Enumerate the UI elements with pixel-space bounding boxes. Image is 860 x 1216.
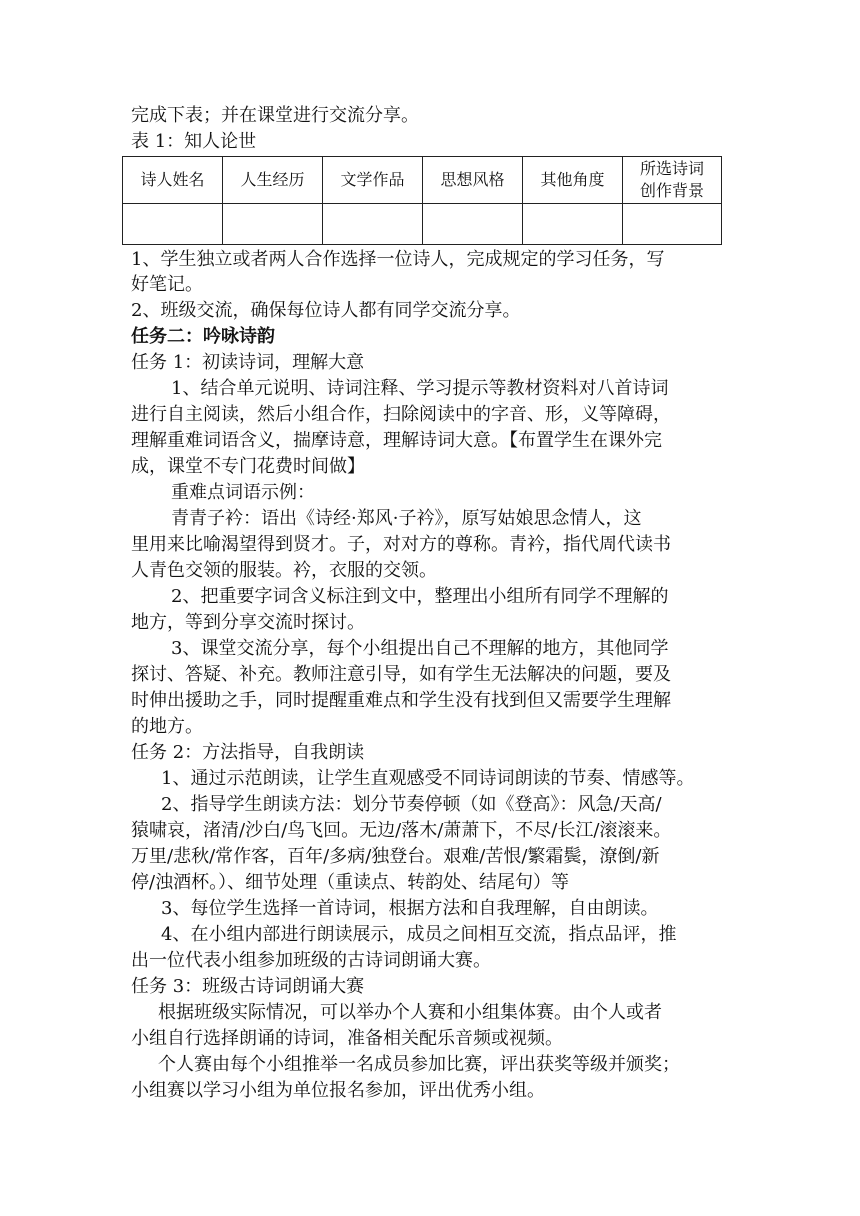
paragraph-line: 里用来比喻渴望得到贤才。子，对对方的尊称。青衿，指代周代读书 [131, 534, 671, 555]
paragraph-line: 2、把重要字词含义标注到文中，整理出小组所有同学不理解的 [171, 586, 669, 607]
table-header-cell: 思想风格 [423, 157, 523, 204]
paragraph-line: 2、班级交流，确保每位诗人都有同学交流分享。 [131, 300, 521, 321]
paragraph-line: 万里/悲秋/常作客，百年/多病/独登台。艰难/苦恨/繁霜鬓，潦倒/新 [131, 846, 660, 867]
task-heading: 任务 3：班级古诗词朗诵大赛 [131, 976, 365, 997]
table-row [123, 204, 722, 245]
paragraph-line: 1、通过示范朗读，让学生直观感受不同诗词朗读的节奏、情感等。 [161, 768, 695, 789]
paragraph-line: 1、结合单元说明、诗词注释、学习提示等教材资料对八首诗词 [171, 378, 669, 399]
paragraph-line: 重难点词语示例： [171, 482, 315, 503]
paragraph-line: 1、学生独立或者两人合作选择一位诗人，完成规定的学习任务，写 [131, 249, 665, 270]
intro-text: 完成下表；并在课堂进行交流分享。 [131, 105, 419, 126]
paragraph-line: 进行自主阅读，然后小组合作，扫除阅读中的字音、形，义等障碍， [131, 404, 671, 425]
table-header-cell: 诗人姓名 [123, 157, 223, 204]
paragraph-line: 地方，等到分享交流时探讨。 [131, 612, 365, 633]
table-cell [223, 204, 323, 245]
task-heading: 任务 1：初读诗词，理解大意 [131, 352, 365, 373]
paragraph-line: 猿啸哀，渚清/沙白/鸟飞回。无边/落木/萧萧下，不尽/长江/滚滚来。 [131, 820, 672, 841]
paragraph-line: 的地方。 [131, 716, 203, 737]
table-header-cell: 所选诗词 创作背景 [623, 157, 722, 204]
paragraph-line: 2、指导学生朗读方法：划分节奏停顿（如《登高》：风急/天高/ [161, 794, 662, 815]
table-caption: 表 1：知人论世 [131, 131, 257, 152]
table-header-cell: 人生经历 [223, 157, 323, 204]
paragraph-line: 成，课堂不专门花费时间做】 [131, 456, 365, 477]
paragraph-line: 根据班级实际情况，可以举办个人赛和小组集体赛。由个人或者 [158, 1002, 662, 1023]
known-people-table [122, 156, 722, 245]
paragraph-line: 小组赛以学习小组为单位报名参加，评出优秀小组。 [131, 1080, 545, 1101]
paragraph-line: 出一位代表小组参加班级的古诗词朗诵大赛。 [131, 950, 491, 971]
section-heading: 任务二：吟咏诗韵 [131, 326, 275, 347]
paragraph-line: 理解重难词语含义，揣摩诗意，理解诗词大意。【布置学生在课外完 [131, 430, 662, 451]
paragraph-line: 人青色交领的服装。衿，衣服的交领。 [131, 560, 437, 581]
table-cell [623, 204, 722, 245]
table-cell [123, 204, 223, 245]
paragraph-line: 探讨、答疑、补充。教师注意引导，如有学生无法解决的问题，要及 [131, 664, 671, 685]
paragraph-line: 青青子衿：语出《诗经·郑风·子衿》，原写姑娘思念情人，这 [171, 508, 642, 529]
table-header-cell: 其他角度 [523, 157, 623, 204]
paragraph-line: 3、每位学生选择一首诗词，根据方法和自我理解，自由朗读。 [161, 898, 659, 919]
table-cell [523, 204, 623, 245]
table-header-row [123, 157, 722, 204]
paragraph-line: 4、在小组内部进行朗读展示，成员之间相互交流，指点品评，推 [161, 924, 677, 945]
paragraph-line: 个人赛由每个小组推举一名成员参加比赛，评出获奖等级并颁奖； [158, 1054, 680, 1075]
task-heading: 任务 2：方法指导，自我朗读 [131, 742, 365, 763]
paragraph-line: 好笔记。 [131, 274, 203, 295]
paragraph-line: 3、课堂交流分享，每个小组提出自己不理解的地方，其他同学 [171, 638, 669, 659]
paragraph-line: 停/浊酒杯。）、细节处理（重读点、转韵处、结尾句）等 [131, 872, 570, 893]
table-cell [423, 204, 523, 245]
table-cell [323, 204, 423, 245]
table-header-cell: 文学作品 [323, 157, 423, 204]
paragraph-line: 小组自行选择朗诵的诗词，准备相关配乐音频或视频。 [131, 1028, 563, 1049]
paragraph-line: 时伸出援助之手，同时提醒重难点和学生没有找到但又需要学生理解 [131, 690, 671, 711]
